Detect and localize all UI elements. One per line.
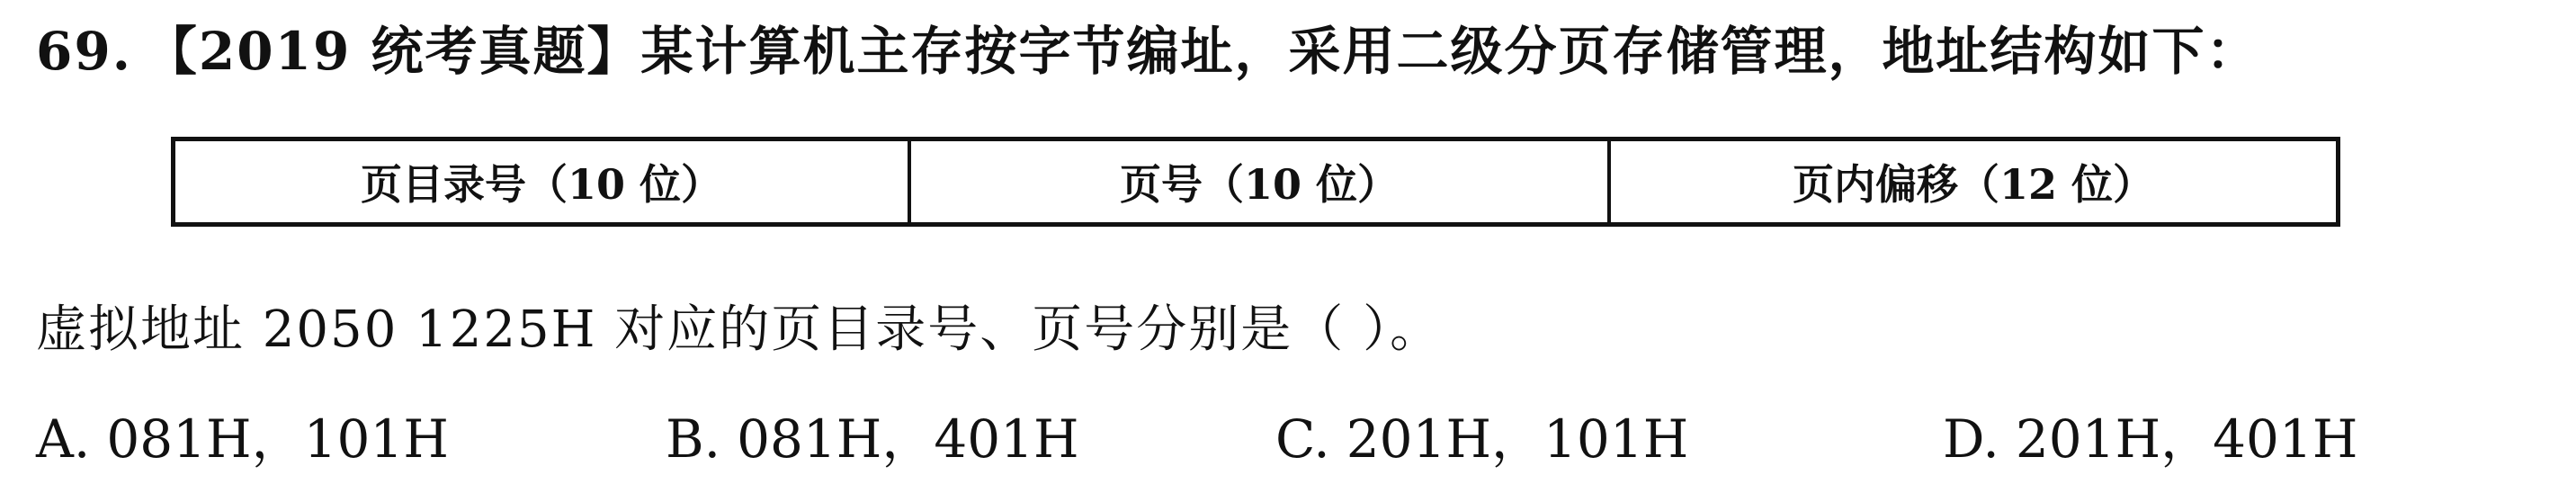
- answer-options: [36, 403, 2554, 475]
- address-structure-table: [171, 137, 2340, 227]
- option-d-text: 201H，401H: [2015, 408, 2358, 470]
- option-d-letter: D.: [1943, 408, 1999, 470]
- question-body: 虚拟地址 2050 1225H 对应的页目录号、页号分别是（ ）。: [36, 300, 1443, 359]
- page-number-field: 页号（10 位）: [911, 141, 1611, 222]
- option-b-letter: B.: [666, 408, 721, 470]
- question-number: 69.: [36, 21, 132, 82]
- question-title-text: 【2019 统考真题】某计算机主存按字节编址，采用二级分页存储管理，地址结构如下：: [144, 21, 2260, 82]
- option-c[interactable]: [1275, 403, 1688, 475]
- option-c-letter: C.: [1275, 408, 1330, 470]
- page-offset-field: 页内偏移（12 位）: [1792, 160, 2155, 209]
- option-c-text: 201H，101H: [1346, 408, 1689, 470]
- option-a[interactable]: [36, 403, 449, 475]
- option-b[interactable]: [666, 403, 1079, 475]
- option-a-text: 081H，101H: [106, 408, 449, 470]
- option-d[interactable]: [1943, 403, 2357, 475]
- page-directory-field: 页目录号（10 位）: [175, 141, 911, 222]
- option-b-text: 081H，401H: [737, 408, 1079, 470]
- option-a-letter: A.: [36, 408, 91, 470]
- question-title: [36, 20, 2260, 83]
